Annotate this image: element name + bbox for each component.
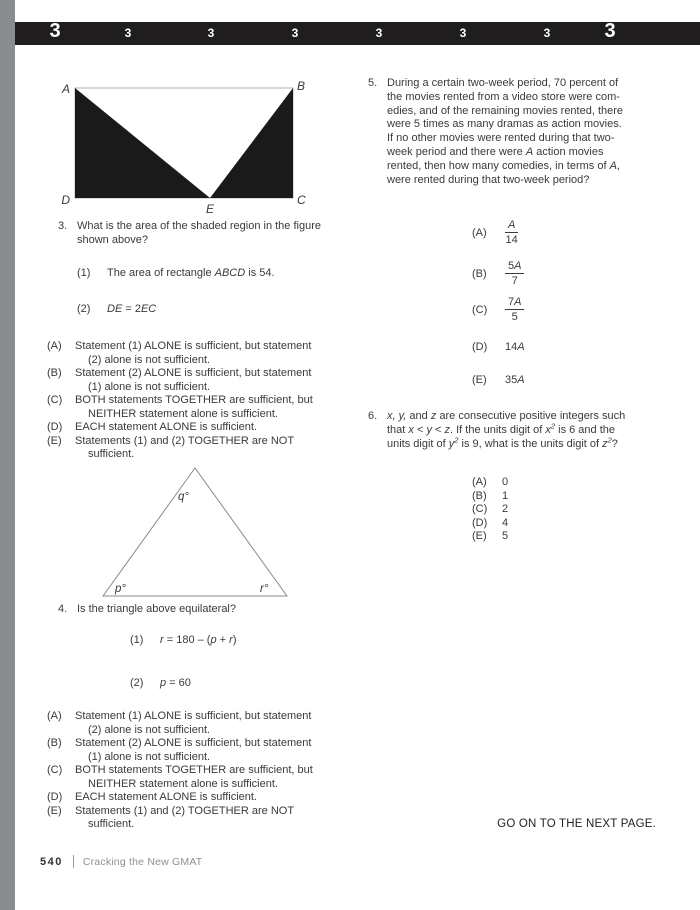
q6-choice-e <box>472 530 508 544</box>
q6-choice-a-value: 0 <box>502 476 509 488</box>
fraction-numerator: 7A <box>505 296 524 310</box>
q6-choice-e-label: (E) <box>472 530 487 543</box>
question-6 <box>368 409 625 451</box>
statement-1-label: (1) <box>77 267 91 279</box>
choice-d <box>47 791 313 805</box>
question-4-text: Is the triangle above equilateral? <box>77 603 236 615</box>
page-number: 540 <box>40 855 63 868</box>
choice-a-label: (A) <box>47 710 62 722</box>
q5-choice-a-label: (A) <box>472 226 487 239</box>
go-on-instruction: GO ON TO THE NEXT PAGE. <box>497 818 656 830</box>
q5-choice-e <box>472 374 525 386</box>
choice-e-label: (E) <box>47 434 62 447</box>
choice-a <box>47 710 313 737</box>
choice-e-line2: sufficient. <box>88 448 135 460</box>
question-3-line1: What is the area of the shaded region in the figure <box>77 220 321 232</box>
choice-e-line2: sufficient. <box>88 818 135 830</box>
choice-c <box>47 764 313 791</box>
q6-choice-a <box>472 476 508 490</box>
question-6-line: units digit of $y^2$ is 9, what is the units digit of $z^2$? <box>387 435 618 450</box>
vertex-label-c: C <box>297 193 306 207</box>
vertex-label-d: D <box>61 193 70 207</box>
statement-2-label: (2) <box>77 303 91 315</box>
question-5-line: were rented during that two-week period? <box>387 173 590 186</box>
q5-choice-d <box>472 341 525 353</box>
angle-label-q: q° <box>178 491 189 503</box>
section-number: 3 <box>604 20 616 42</box>
q6-choice-d <box>472 517 508 531</box>
q5-choice-e-label: (E) <box>472 374 487 386</box>
choice-a <box>47 340 313 367</box>
question-4-choices <box>47 710 313 832</box>
section-number: 3 <box>291 26 299 40</box>
choice-b-line1: Statement (2) ALONE is sufficient, but statement <box>75 737 312 749</box>
q5-choice-b-fraction <box>505 260 524 287</box>
question-6-line: that x < y < z. If the units digit of $x^2$ is 6 and the <box>387 421 615 436</box>
q5-choice-c-label: (C) <box>472 303 488 316</box>
triangle-outline <box>103 468 287 596</box>
choice-c-line1: BOTH statements TOGETHER are sufficient, but <box>75 394 313 406</box>
question-3-text <box>77 220 321 247</box>
fraction-numerator: 5A <box>505 260 524 274</box>
section-number: 3 <box>207 26 215 40</box>
angle-label-p: p° <box>115 583 126 595</box>
question-5-line: rented, then how many comedies, in terms of A, <box>387 159 620 172</box>
q6-choice-d-label: (D) <box>472 516 488 529</box>
choice-d-label: (D) <box>47 791 63 803</box>
choice-b-line2: (1) alone is not sufficient. <box>88 750 211 763</box>
question-4-number: 4. <box>58 603 68 615</box>
q5-choice-e-value: 35A <box>505 374 525 386</box>
choice-b-line2: (1) alone is not sufficient. <box>88 380 211 393</box>
choice-e <box>47 435 313 462</box>
question-6-text <box>387 409 625 451</box>
question-5-line: edies, and of the remaining movies rented, there <box>387 104 624 117</box>
choice-c-line2: NEITHER statement alone is sufficient. <box>88 407 278 420</box>
question-3-choices <box>47 340 313 462</box>
fraction-denominator: 5 <box>511 311 518 323</box>
q6-choice-a-label: (A) <box>472 476 487 488</box>
statement-2-label: (2) <box>130 677 144 689</box>
choice-c-label: (C) <box>47 764 63 776</box>
q6-choice-d-value: 4 <box>502 516 509 529</box>
choice-b <box>47 737 313 764</box>
q5-choice-b <box>472 260 524 287</box>
statement-1-label: (1) <box>130 634 144 646</box>
section-number: 3 <box>124 26 132 40</box>
vertex-label-a: A <box>61 82 70 96</box>
choice-b-line1: Statement (2) ALONE is sufficient, but statement <box>75 367 312 379</box>
choice-b-label: (B) <box>47 367 62 379</box>
triangle-figure-svg <box>90 462 300 602</box>
figure-rectangle-abcde <box>55 76 310 223</box>
choice-e-label: (E) <box>47 804 62 817</box>
rectangle-figure-svg <box>55 76 310 218</box>
angle-label-r: r° <box>260 583 269 595</box>
question-5-line: week period and there were A action movies <box>387 145 604 158</box>
question-5-line: During a certain two-week period, 70 percent of <box>387 77 619 89</box>
choice-b <box>47 367 313 394</box>
question-4-statement-1 <box>130 634 236 648</box>
question-5 <box>368 77 623 187</box>
q6-choice-c-value: 2 <box>502 503 509 516</box>
question-3-number: 3. <box>58 220 68 232</box>
q6-choice-c-label: (C) <box>472 503 488 516</box>
choice-c <box>47 394 313 421</box>
statement-2-text: DE = 2EC <box>107 303 157 315</box>
q6-choice-b-value: 1 <box>502 489 509 502</box>
choice-c-line2: NEITHER statement alone is sufficient. <box>88 777 278 790</box>
choice-c-label: (C) <box>47 394 63 406</box>
q6-choice-c <box>472 503 508 517</box>
fraction-denominator: 14 <box>505 234 518 246</box>
question-4 <box>58 603 236 617</box>
choice-d-label: (D) <box>47 421 63 433</box>
statement-2-text: p = 60 <box>160 677 191 689</box>
q6-choice-b-label: (B) <box>472 489 487 502</box>
page-binding-strip <box>0 0 15 910</box>
q5-choice-a-fraction <box>505 219 518 246</box>
q5-choice-c-fraction <box>505 296 524 323</box>
question-5-text <box>387 77 623 187</box>
statement-1-text: r = 180 – (p + r) <box>160 634 237 646</box>
q6-choice-b <box>472 490 508 504</box>
question-3-statement-1 <box>77 267 275 281</box>
section-header-bar <box>15 22 700 45</box>
statement-1-text: The area of rectangle ABCD is 54. <box>107 267 275 279</box>
choice-a-line1: Statement (1) ALONE is sufficient, but statement <box>75 710 312 722</box>
question-3-statement-2 <box>77 303 156 317</box>
q5-choice-b-label: (B) <box>472 267 487 280</box>
question-5-line: were 5 times as many dramas as action movies. <box>387 118 622 131</box>
question-6-choices <box>472 476 508 544</box>
choice-a-line2: (2) alone is not sufficient. <box>88 353 211 366</box>
question-3-line2: shown above? <box>77 233 148 246</box>
q5-choice-a <box>472 219 518 246</box>
section-number: 3 <box>49 20 61 42</box>
choice-a-line2: (2) alone is not sufficient. <box>88 723 211 736</box>
q5-choice-c <box>472 296 524 323</box>
fraction-denominator: 7 <box>511 275 518 287</box>
q6-choice-e-value: 5 <box>502 530 509 543</box>
choice-e <box>47 805 313 832</box>
question-6-line: x, y, and z are consecutive positive integers such <box>387 410 626 422</box>
choice-e-line1: Statements (1) and (2) TOGETHER are NOT <box>75 804 295 817</box>
footer-divider <box>73 855 74 868</box>
question-5-number: 5. <box>368 77 378 89</box>
choice-a-label: (A) <box>47 340 62 352</box>
choice-c-line1: BOTH statements TOGETHER are sufficient, but <box>75 764 313 776</box>
choice-a-line1: Statement (1) ALONE is sufficient, but statement <box>75 340 312 352</box>
q5-choice-d-value: 14A <box>505 341 525 353</box>
fraction-numerator: A <box>505 219 518 233</box>
question-5-line: the movies rented from a video store were com- <box>387 90 620 103</box>
choice-d-line1: EACH statement ALONE is sufficient. <box>75 421 257 433</box>
section-number: 3 <box>375 26 383 40</box>
question-3 <box>58 220 321 247</box>
section-number: 3 <box>543 26 551 40</box>
book-title: Cracking the New GMAT <box>82 855 203 868</box>
question-5-line: If no other movies were rented during that two- <box>387 132 615 145</box>
vertex-label-b: B <box>297 79 306 93</box>
section-number: 3 <box>459 26 467 40</box>
question-4-statement-2 <box>130 677 191 691</box>
q5-choice-d-label: (D) <box>472 341 488 353</box>
choice-b-label: (B) <box>47 737 62 749</box>
point-label-e: E <box>205 202 215 216</box>
choice-d <box>47 421 313 435</box>
figure-triangle-pqr <box>90 462 300 607</box>
choice-e-line1: Statements (1) and (2) TOGETHER are NOT <box>75 434 295 447</box>
page-footer <box>40 855 202 868</box>
question-6-number: 6. <box>368 410 378 422</box>
choice-d-line1: EACH statement ALONE is sufficient. <box>75 791 257 803</box>
